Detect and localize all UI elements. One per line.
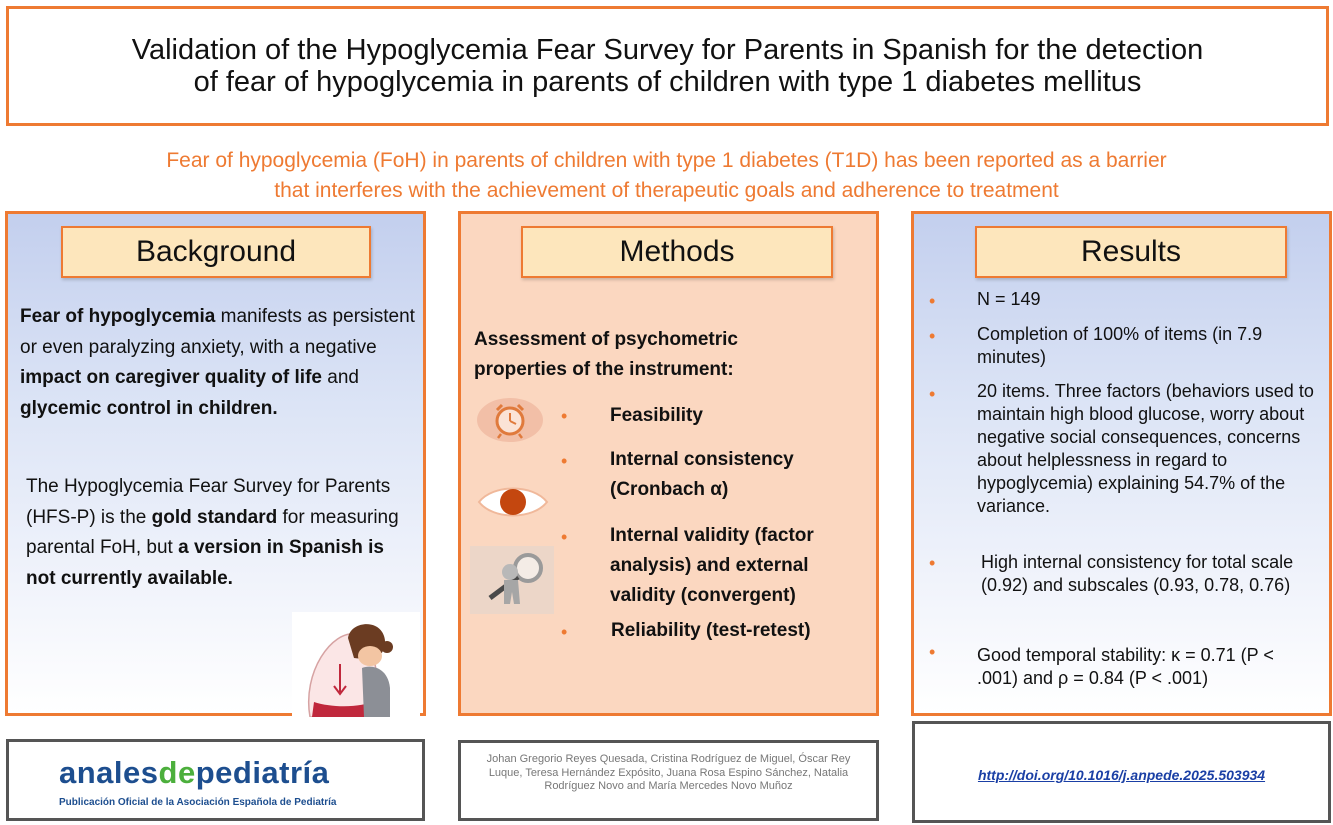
- results-item-factors: 20 items. Three factors (behaviors used to maintain high blood glucose, worry about negative social consequences, concerns about helplessness in regard to hypoglycemia) explaining 54.7% of the variance.: [977, 381, 1314, 516]
- subtitle: [10, 146, 1323, 206]
- subtitle-line-2: that interferes with the achievement of therapeutic goals and adherence to treatment: [274, 179, 1059, 202]
- background-paragraph-1: [20, 302, 420, 424]
- methods-item-internal-consistency-line-2: (Cronbach α): [610, 479, 729, 500]
- methods-item-feasibility: Feasibility: [610, 405, 703, 426]
- background-paragraph-2-run: The Hypoglycemia Fear Survey for Parents (HFS-P) is the: [26, 476, 391, 528]
- authors-text: Johan Gregorio Reyes Quesada, Cristina Rodríguez de Miguel, Óscar Rey Luque, Teresa Hernández Expósito, Juana Rosa Espino Sánchez, Natalia Rodríguez Novo and María Mercedes Novo Muñoz: [486, 753, 851, 792]
- title-box: [6, 6, 1329, 126]
- title-line-1: Validation of the Hypoglycemia Fear Survey for Parents in Spanish for the detection: [131, 34, 1204, 66]
- results-panel: [911, 211, 1332, 716]
- background-paragraph-1-run: manifests as persistent or even paralyzing anxiety, with a negative: [20, 306, 415, 358]
- title-line-2: of fear of hypoglycemia in parents of children with type 1 diabetes mellitus: [193, 66, 1142, 98]
- results-item-stability: Good temporal stability: κ = 0.71 (P < .001) and ρ = 0.84 (P < .001): [977, 645, 1274, 688]
- background-paragraph-1-run: glycemic control in children.: [20, 397, 278, 419]
- bullet-dot: •: [929, 553, 936, 573]
- methods-item-internal-consistency: [610, 445, 794, 505]
- background-paragraph-2: [26, 472, 401, 594]
- background-paragraph-2-run: a version in Spanish is not currently available.: [26, 537, 384, 589]
- bullet-dot: •: [561, 622, 568, 642]
- background-panel: [5, 211, 426, 716]
- bullet-dot: •: [561, 406, 568, 426]
- background-paragraph-1-run: impact on caregiver quality of life: [20, 367, 322, 388]
- journal-logo-box: [6, 739, 425, 821]
- logo-word-pediatria: pediatría: [195, 755, 330, 790]
- methods-heading: Methods: [521, 226, 833, 278]
- methods-item-internal-consistency-line-1: Internal consistency: [610, 449, 794, 470]
- results-item-consistency: High internal consistency for total scale (0.92) and subscales (0.93, 0.78, 0.76): [981, 552, 1294, 595]
- worried-parent-illustration: [292, 612, 420, 717]
- doi-box: [912, 721, 1331, 823]
- methods-item-validity-line-3: validity (convergent): [610, 585, 796, 606]
- background-paragraph-1-run: and: [321, 367, 359, 388]
- bullet-dot: •: [561, 527, 568, 547]
- subtitle-line-1: Fear of hypoglycemia (FoH) in parents of children with type 1 diabetes (T1D) has been reported as a barrier: [166, 149, 1167, 172]
- methods-panel: [458, 211, 879, 716]
- methods-intro: Assessment of psychometric properties of the instrument:: [474, 329, 738, 380]
- doi-link[interactable]: http://doi.org/10.1016/j.anpede.2025.503934: [977, 767, 1266, 783]
- journal-logo: [59, 755, 329, 791]
- methods-item-validity: [610, 521, 814, 611]
- authors-box: [458, 740, 879, 821]
- methods-item-validity-line-2: analysis) and external: [610, 555, 809, 576]
- bullet-dot: •: [929, 642, 936, 662]
- results-item-completion: Completion of 100% of items (in 7.9 minutes): [977, 324, 1263, 367]
- eye-icon: [477, 482, 549, 522]
- logo-word-de: de: [158, 755, 196, 790]
- bullet-dot: •: [561, 451, 568, 471]
- logo-word-anales: anales: [59, 755, 159, 790]
- results-item-n: N = 149: [977, 289, 1041, 309]
- bullet-dot: •: [929, 326, 936, 346]
- alarm-clock-icon: [477, 397, 543, 443]
- journal-logo-subtitle: Publicación Oficial de la Asociación Española de Pediatría: [59, 797, 337, 808]
- background-paragraph-2-run: gold standard: [151, 506, 278, 528]
- methods-item-reliability: Reliability (test-retest): [611, 620, 811, 641]
- background-paragraph-2-run: for measuring parental FoH, but: [26, 506, 399, 558]
- background-paragraph-1-run: Fear of hypoglycemia: [20, 306, 216, 327]
- bullet-dot: •: [929, 291, 936, 311]
- bullet-dot: •: [929, 384, 936, 404]
- results-heading: Results: [975, 226, 1287, 278]
- methods-item-validity-line-1: Internal validity (factor: [610, 525, 814, 546]
- background-heading: Background: [61, 226, 371, 278]
- magnifier-figure-icon: [470, 546, 554, 614]
